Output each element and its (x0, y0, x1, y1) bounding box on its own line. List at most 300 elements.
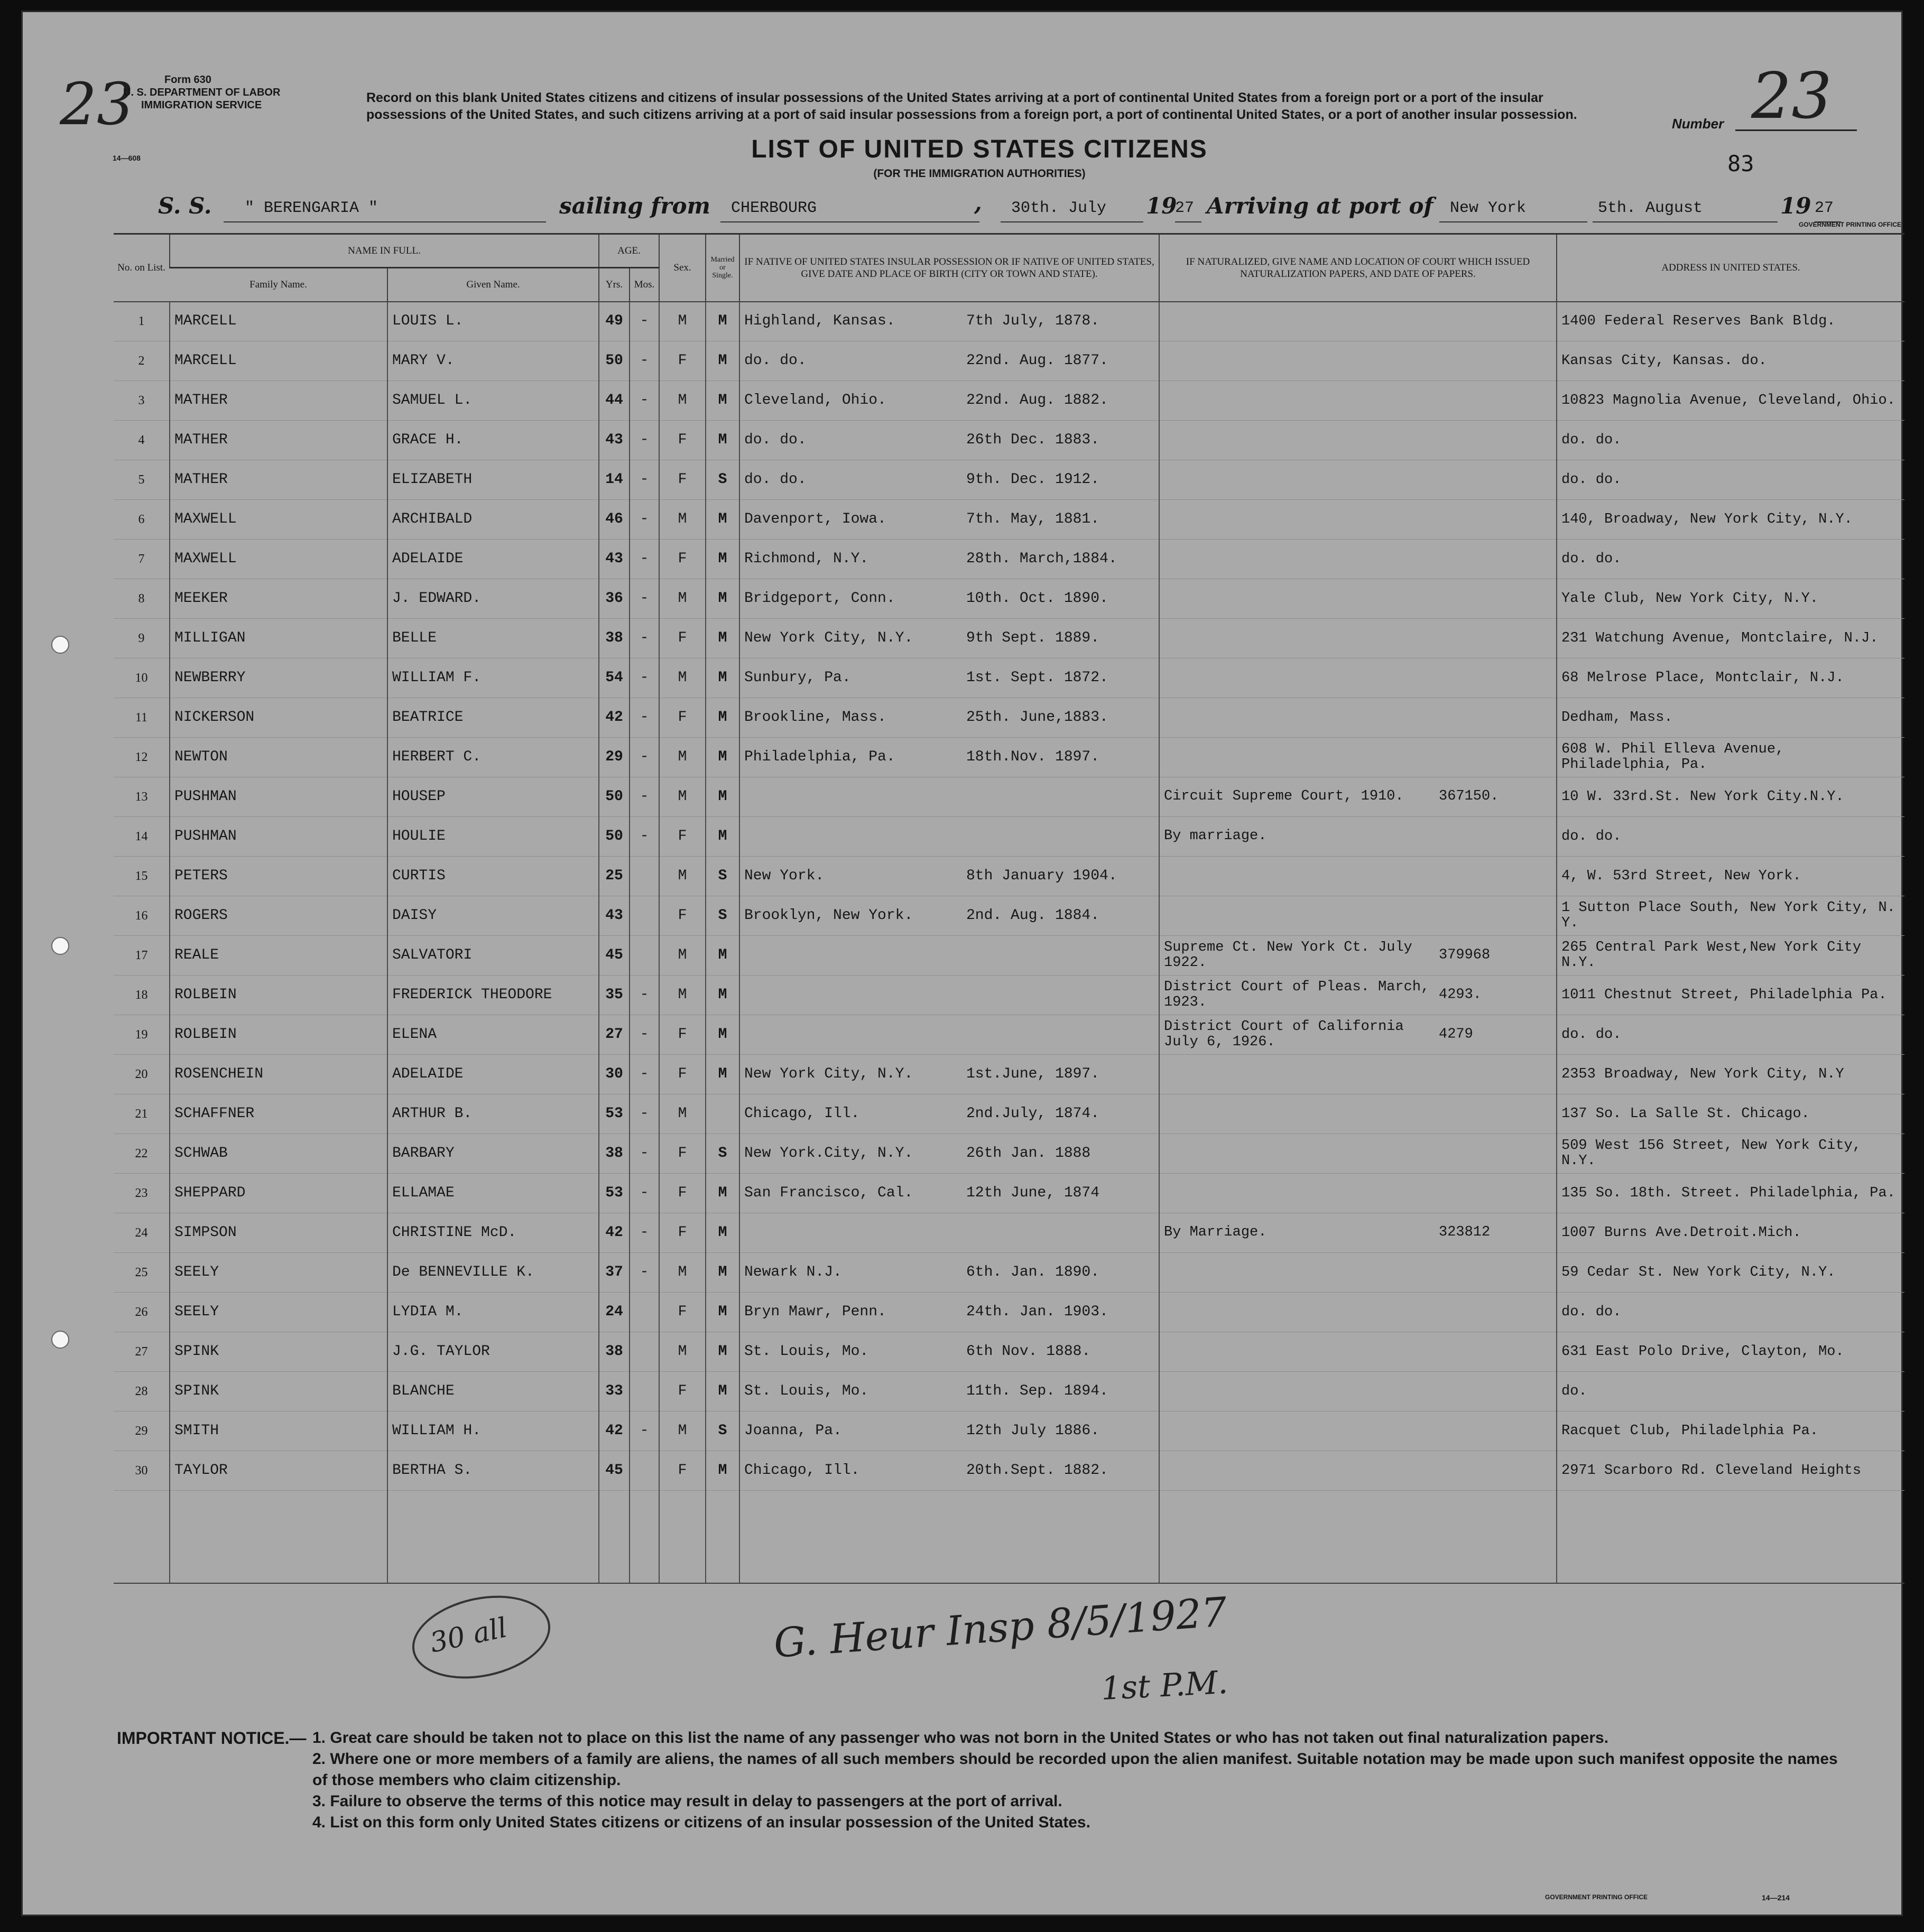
sex-cell: F (659, 1372, 706, 1411)
marital-status-cell: S (706, 1134, 739, 1174)
birth-place-date-cell (739, 381, 1159, 421)
age-years-cell: 42 (599, 698, 630, 738)
court-details: Supreme Ct. New York Ct. July 1922. (1164, 940, 1412, 971)
address-cell: 4, W. 53rd Street, New York. (1557, 857, 1904, 896)
family-name-cell: SEELY (170, 1293, 387, 1332)
blank-cell (659, 1491, 706, 1583)
table-row (114, 1094, 1904, 1134)
blank-cell (706, 1491, 739, 1583)
age-years-cell: 44 (599, 381, 630, 421)
arrival-year: 27 (1815, 199, 1834, 217)
number-label: Number (1672, 116, 1724, 132)
address-cell: 631 East Polo Drive, Clayton, Mo. (1557, 1332, 1904, 1372)
naturalization-cell (1159, 302, 1557, 341)
birth-place-date-cell (739, 1213, 1159, 1253)
punch-hole (51, 636, 69, 654)
family-name-cell: SEELY (170, 1253, 387, 1293)
age-months-cell: - (630, 460, 659, 500)
birth-place-date-cell (739, 1055, 1159, 1094)
birth-place: St. Louis, Mo. (744, 1383, 869, 1399)
notice-heading: IMPORTANT NOTICE.— (117, 1729, 307, 1748)
address-cell: do. do. (1557, 1015, 1904, 1055)
header-family-name: Family Name. (170, 268, 387, 302)
birth-date: 28th. March,1884. (966, 551, 1117, 567)
family-name-cell: SPINK (170, 1372, 387, 1411)
address-cell: 10823 Magnolia Avenue, Cleveland, Ohio. (1557, 381, 1904, 421)
naturalization-cell (1159, 460, 1557, 500)
age-years-cell: 45 (599, 1451, 630, 1491)
given-name-cell: ADELAIDE (387, 1055, 599, 1094)
naturalization-cell (1159, 540, 1557, 579)
given-name-cell: J.G. TAYLOR (387, 1332, 599, 1372)
age-years-cell: 53 (599, 1094, 630, 1134)
row-number-cell: 3 (114, 381, 170, 421)
arriving-label: Arriving at port of (1207, 193, 1433, 219)
marital-status-cell: M (706, 1015, 739, 1055)
handwritten-note: 1st P.M. (1100, 1664, 1229, 1708)
birth-date: 26th Jan. 1888 (966, 1145, 1091, 1162)
birth-place-date-cell (739, 1411, 1159, 1451)
sex-cell: M (659, 976, 706, 1015)
birth-date: 9th. Dec. 1912. (966, 471, 1100, 488)
sex-cell: M (659, 1094, 706, 1134)
blank-row (114, 1491, 1904, 1583)
address-cell: do. do. (1557, 421, 1904, 460)
table-row (114, 777, 1904, 817)
ship-name: " BERENGARIA " (245, 199, 378, 217)
naturalization-cell (1159, 381, 1557, 421)
address-cell: 68 Melrose Place, Montclair, N.J. (1557, 658, 1904, 698)
family-name-cell: MAXWELL (170, 540, 387, 579)
birth-date: 9th Sept. 1889. (966, 630, 1100, 646)
table-row (114, 619, 1904, 658)
family-name-cell: ROLBEIN (170, 1015, 387, 1055)
birth-date: 7th. May, 1881. (966, 511, 1100, 527)
sex-cell: M (659, 738, 706, 777)
table-body (114, 302, 1904, 1583)
birth-place: Brookline, Mass. (744, 709, 886, 726)
form-number: Form 630 (164, 74, 211, 86)
birth-date: 6th. Jan. 1890. (966, 1264, 1100, 1280)
age-years-cell: 45 (599, 936, 630, 976)
departure-year-prefix: 19 (1146, 193, 1177, 219)
marital-status-cell: M (706, 579, 739, 619)
birth-place: New York.City, N.Y. (744, 1145, 913, 1162)
marital-status-cell: M (706, 738, 739, 777)
stamped-number: 83 (1727, 151, 1754, 177)
address-cell: Yale Club, New York City, N.Y. (1557, 579, 1904, 619)
sex-cell: M (659, 1253, 706, 1293)
given-name-cell: FREDERICK THEODORE (387, 976, 599, 1015)
address-cell: Kansas City, Kansas. do. (1557, 341, 1904, 381)
naturalization-cell (1159, 619, 1557, 658)
arrival-date: 5th. August (1598, 199, 1703, 217)
birth-place-date-cell (739, 500, 1159, 540)
blank-cell (739, 1491, 1159, 1583)
birth-date: 10th. Oct. 1890. (966, 590, 1108, 607)
age-months-cell: - (630, 1134, 659, 1174)
address-cell: 135 So. 18th. Street. Philadelphia, Pa. (1557, 1174, 1904, 1213)
birth-place: Sunbury, Pa. (744, 670, 851, 686)
row-number-cell: 7 (114, 540, 170, 579)
birth-date: 24th. Jan. 1903. (966, 1304, 1108, 1320)
family-name-cell: NEWTON (170, 738, 387, 777)
age-years-cell: 37 (599, 1253, 630, 1293)
row-number-cell: 27 (114, 1332, 170, 1372)
manifest-sheet (21, 11, 1903, 1916)
birth-place: Newark N.J. (744, 1264, 842, 1280)
row-number-cell: 21 (114, 1094, 170, 1134)
age-years-cell: 35 (599, 976, 630, 1015)
age-months-cell: - (630, 1411, 659, 1451)
blank-cell (114, 1491, 170, 1583)
row-number-cell: 5 (114, 460, 170, 500)
marital-status-cell: M (706, 1174, 739, 1213)
birth-place: Joanna, Pa. (744, 1423, 842, 1439)
family-name-cell: MATHER (170, 460, 387, 500)
marital-status-cell: M (706, 540, 739, 579)
marital-status-cell: M (706, 817, 739, 857)
table-row (114, 381, 1904, 421)
family-name-cell: MILLIGAN (170, 619, 387, 658)
address-cell: 2353 Broadway, New York City, N.Y (1557, 1055, 1904, 1094)
sex-cell: F (659, 1134, 706, 1174)
sex-cell: F (659, 698, 706, 738)
age-years-cell: 54 (599, 658, 630, 698)
table-row (114, 1411, 1904, 1451)
birth-place-date-cell (739, 976, 1159, 1015)
naturalization-cell (1159, 1094, 1557, 1134)
marital-status-cell: M (706, 1332, 739, 1372)
given-name-cell: De BENNEVILLE K. (387, 1253, 599, 1293)
row-number-cell: 28 (114, 1372, 170, 1411)
age-years-cell: 36 (599, 579, 630, 619)
birth-place: do. do. (744, 471, 807, 488)
sex-cell: F (659, 619, 706, 658)
sailing-from-label: sailing from (559, 193, 710, 219)
birth-date: 12th July 1886. (966, 1423, 1100, 1439)
birth-place-date-cell (739, 421, 1159, 460)
row-number-cell: 30 (114, 1451, 170, 1491)
naturalization-cell (1159, 1174, 1557, 1213)
sex-cell: F (659, 1055, 706, 1094)
age-months-cell: - (630, 817, 659, 857)
table-row (114, 1332, 1904, 1372)
court-details: By Marriage. (1164, 1224, 1267, 1240)
row-number-cell: 23 (114, 1174, 170, 1213)
birth-place-date-cell (739, 619, 1159, 658)
family-name-cell: TAYLOR (170, 1451, 387, 1491)
birth-place: do. do. (744, 352, 807, 369)
birth-place: New York City, N.Y. (744, 1066, 913, 1082)
table-row (114, 579, 1904, 619)
birth-place-date-cell (739, 817, 1159, 857)
departure-port: CHERBOURG (731, 199, 817, 217)
naturalization-cell (1159, 1213, 1557, 1253)
naturalization-cell (1159, 1411, 1557, 1451)
marital-status-cell: M (706, 619, 739, 658)
family-name-cell: MARCELL (170, 341, 387, 381)
sex-cell: F (659, 460, 706, 500)
marital-status-cell (706, 1094, 739, 1134)
department-name: U. S. DEPARTMENT OF LABOR (123, 87, 281, 98)
given-name-cell: HOUSEP (387, 777, 599, 817)
given-name-cell: ADELAIDE (387, 540, 599, 579)
birth-place-date-cell (739, 302, 1159, 341)
age-years-cell: 30 (599, 1055, 630, 1094)
age-years-cell: 42 (599, 1213, 630, 1253)
marital-status-cell: M (706, 1451, 739, 1491)
naturalization-cell (1159, 976, 1557, 1015)
naturalization-cell (1159, 1332, 1557, 1372)
intro-text: Record on this blank United States citizens and citizens of insular possessions of the United States arriving at a port of continental United States from a foreign port or a port of the insular possessions of the United States, and such citizens arriving at a port of said insular possessions from a foreign port, a port of continental United States, or a port of another insular possession. (366, 90, 1577, 122)
naturalization-cell (1159, 817, 1557, 857)
sex-cell: F (659, 817, 706, 857)
row-number-cell: 15 (114, 857, 170, 896)
family-name-cell: SHEPPARD (170, 1174, 387, 1213)
sex-cell: F (659, 896, 706, 936)
naturalization-cell (1159, 1293, 1557, 1332)
birth-date: 12th June, 1874 (966, 1185, 1100, 1201)
punch-hole (51, 1331, 69, 1349)
age-months-cell: - (630, 302, 659, 341)
marital-status-cell: M (706, 1253, 739, 1293)
birth-date: 2nd. Aug. 1884. (966, 907, 1100, 924)
certificate-number: 4279 (1439, 1026, 1473, 1043)
age-months-cell: - (630, 341, 659, 381)
age-years-cell: 49 (599, 302, 630, 341)
table-row (114, 1253, 1904, 1293)
header-yrs: Yrs. (599, 268, 630, 302)
birth-place: Davenport, Iowa. (744, 511, 886, 527)
table-row (114, 1451, 1904, 1491)
birth-place: Bryn Mawr, Penn. (744, 1304, 886, 1320)
marital-status-cell: S (706, 1411, 739, 1451)
given-name-cell: HERBERT C. (387, 738, 599, 777)
birth-place-date-cell (739, 341, 1159, 381)
row-number-cell: 14 (114, 817, 170, 857)
handwritten-list-number: 23 (1751, 60, 1832, 133)
given-name-cell: ELENA (387, 1015, 599, 1055)
notice-item: 2. Where one or more members of a family are aliens, the names of all such members should be recorded upon the alien manifest. Suitable notation may be made upon such manifest opposite the names of those members who claim citizenship. (312, 1750, 1838, 1789)
birth-place-date-cell (739, 1174, 1159, 1213)
sex-cell: M (659, 579, 706, 619)
age-months-cell: - (630, 777, 659, 817)
marital-status-cell: M (706, 500, 739, 540)
age-months-cell: - (630, 738, 659, 777)
birth-place: Bridgeport, Conn. (744, 590, 895, 607)
marital-status-cell: M (706, 936, 739, 976)
marital-status-cell: S (706, 857, 739, 896)
birth-place: San Francisco, Cal. (744, 1185, 913, 1201)
notice-item: 4. List on this form only United States citizens or citizens of an insular possession of the United States. (312, 1814, 1090, 1831)
family-name-cell: MATHER (170, 421, 387, 460)
age-months-cell (630, 1372, 659, 1411)
form-code: 14—608 (113, 154, 141, 162)
given-name-cell: MARY V. (387, 341, 599, 381)
address-cell: 137 So. La Salle St. Chicago. (1557, 1094, 1904, 1134)
age-months-cell: - (630, 1174, 659, 1213)
departure-year: 27 (1175, 199, 1195, 217)
marital-status-cell: M (706, 421, 739, 460)
table-row (114, 698, 1904, 738)
age-months-cell: - (630, 1253, 659, 1293)
row-number-cell: 6 (114, 500, 170, 540)
sex-cell: M (659, 302, 706, 341)
birth-place: Brooklyn, New York. (744, 907, 913, 924)
naturalization-cell (1159, 341, 1557, 381)
marital-status-cell: M (706, 302, 739, 341)
table-row (114, 540, 1904, 579)
naturalization-cell (1159, 421, 1557, 460)
court-details: Circuit Supreme Court, 1910. (1164, 788, 1404, 804)
family-name-cell: MAXWELL (170, 500, 387, 540)
age-months-cell: - (630, 540, 659, 579)
age-months-cell: - (630, 976, 659, 1015)
naturalization-cell (1159, 777, 1557, 817)
birth-date: 11th. Sep. 1894. (966, 1383, 1108, 1399)
age-months-cell: - (630, 421, 659, 460)
given-name-cell: BEATRICE (387, 698, 599, 738)
row-number-cell: 26 (114, 1293, 170, 1332)
table-row (114, 500, 1904, 540)
age-years-cell: 27 (599, 1015, 630, 1055)
birth-place: St. Louis, Mo. (744, 1343, 869, 1360)
header-married-single: Married or Single. (706, 234, 739, 302)
given-name-cell: BERTHA S. (387, 1451, 599, 1491)
given-name-cell: LYDIA M. (387, 1293, 599, 1332)
age-years-cell: 38 (599, 619, 630, 658)
naturalization-cell (1159, 738, 1557, 777)
blank-cell (1159, 1491, 1557, 1583)
family-name-cell: REALE (170, 936, 387, 976)
address-cell: 2971 Scarboro Rd. Cleveland Heights (1557, 1451, 1904, 1491)
row-number-cell: 19 (114, 1015, 170, 1055)
naturalization-cell (1159, 658, 1557, 698)
age-months-cell (630, 1451, 659, 1491)
row-number-cell: 9 (114, 619, 170, 658)
header-address: ADDRESS IN UNITED STATES. (1557, 234, 1904, 302)
naturalization-cell (1159, 579, 1557, 619)
row-number-cell: 13 (114, 777, 170, 817)
naturalization-cell (1159, 1055, 1557, 1094)
row-number-cell: 24 (114, 1213, 170, 1253)
table-row (114, 421, 1904, 460)
age-years-cell: 38 (599, 1134, 630, 1174)
sex-cell: F (659, 540, 706, 579)
birth-place-date-cell (739, 460, 1159, 500)
given-name-cell: BLANCHE (387, 1372, 599, 1411)
given-name-cell: LOUIS L. (387, 302, 599, 341)
departure-date: 30th. July (1011, 199, 1107, 217)
given-name-cell: GRACE H. (387, 421, 599, 460)
birth-date: 8th January 1904. (966, 868, 1117, 884)
address-cell: 1007 Burns Ave.Detroit.Mich. (1557, 1213, 1904, 1253)
age-months-cell: - (630, 381, 659, 421)
address-cell: do. do. (1557, 540, 1904, 579)
birth-place-date-cell (739, 738, 1159, 777)
table-row (114, 460, 1904, 500)
address-cell: Dedham, Mass. (1557, 698, 1904, 738)
naturalization-cell (1159, 1134, 1557, 1174)
court-details: By marriage. (1164, 828, 1267, 844)
header-no-on-list: No. on List. (114, 234, 170, 302)
table-row (114, 1134, 1904, 1174)
gpo-imprint: GOVERNMENT PRINTING OFFICE (1545, 1893, 1648, 1901)
row-number-cell: 10 (114, 658, 170, 698)
page-subtitle: (FOR THE IMMIGRATION AUTHORITIES) (873, 168, 1086, 180)
service-name: IMMIGRATION SERVICE (141, 99, 262, 111)
age-months-cell: - (630, 1094, 659, 1134)
sex-cell: F (659, 1213, 706, 1253)
row-number-cell: 1 (114, 302, 170, 341)
ss-label: S. S. (158, 193, 212, 219)
certificate-number: 4293. (1439, 987, 1482, 1003)
age-years-cell: 46 (599, 500, 630, 540)
table-row (114, 1174, 1904, 1213)
notice-items (312, 1727, 1845, 1833)
sex-cell: M (659, 777, 706, 817)
birth-date: 6th Nov. 1888. (966, 1343, 1091, 1360)
sex-cell: F (659, 341, 706, 381)
age-months-cell (630, 896, 659, 936)
row-number-cell: 17 (114, 936, 170, 976)
header-naturalized: IF NATURALIZED, GIVE NAME AND LOCATION OF COURT WHICH ISSUED NATURALIZATION PAPERS, AND DATE OF PAPERS. (1159, 234, 1557, 302)
birth-place-date-cell (739, 1015, 1159, 1055)
birth-place-date-cell (739, 857, 1159, 896)
table-row (114, 302, 1904, 341)
table-row (114, 738, 1904, 777)
row-number-cell: 2 (114, 341, 170, 381)
table-row (114, 936, 1904, 976)
header-mos: Mos. (630, 268, 659, 302)
naturalization-cell (1159, 857, 1557, 896)
family-name-cell: PUSHMAN (170, 817, 387, 857)
given-name-cell: J. EDWARD. (387, 579, 599, 619)
address-cell: 1011 Chestnut Street, Philadelphia Pa. (1557, 976, 1904, 1015)
birth-date: 1st.June, 1897. (966, 1066, 1100, 1082)
address-cell: 608 W. Phil Elleva Avenue, Philadelphia, Pa. (1557, 738, 1904, 777)
birth-place-date-cell (739, 896, 1159, 936)
table-row (114, 1372, 1904, 1411)
marital-status-cell: M (706, 341, 739, 381)
address-cell: do. do. (1557, 460, 1904, 500)
marital-status-cell: M (706, 658, 739, 698)
sex-cell: F (659, 1451, 706, 1491)
birth-place: Highland, Kansas. (744, 313, 895, 330)
sex-cell: M (659, 1332, 706, 1372)
age-months-cell (630, 1293, 659, 1332)
given-name-cell: DAISY (387, 896, 599, 936)
naturalization-cell (1159, 1015, 1557, 1055)
given-name-cell: ARTHUR B. (387, 1094, 599, 1134)
marital-status-cell: S (706, 460, 739, 500)
row-number-cell: 25 (114, 1253, 170, 1293)
citizen-list-table (114, 233, 1904, 1584)
address-cell: Racquet Club, Philadelphia Pa. (1557, 1411, 1904, 1451)
notice-item: 3. Failure to observe the terms of this notice may result in delay to passengers at the port of arrival. (312, 1792, 1062, 1810)
row-number-cell: 4 (114, 421, 170, 460)
table-row (114, 896, 1904, 936)
age-months-cell: - (630, 658, 659, 698)
blank-cell (630, 1491, 659, 1583)
court-details: District Court of Pleas. March, 1923. (1164, 979, 1430, 1010)
family-name-cell: PUSHMAN (170, 777, 387, 817)
voyage-line: S. S. " BERENGARIA " sailing from CHERBOURG , 30th. July 19 27 Arriving at port of New York 5th. August 19 27 (23, 187, 1904, 229)
sex-cell: M (659, 936, 706, 976)
family-name-cell: ROSENCHEIN (170, 1055, 387, 1094)
family-name-cell: SCHWAB (170, 1134, 387, 1174)
